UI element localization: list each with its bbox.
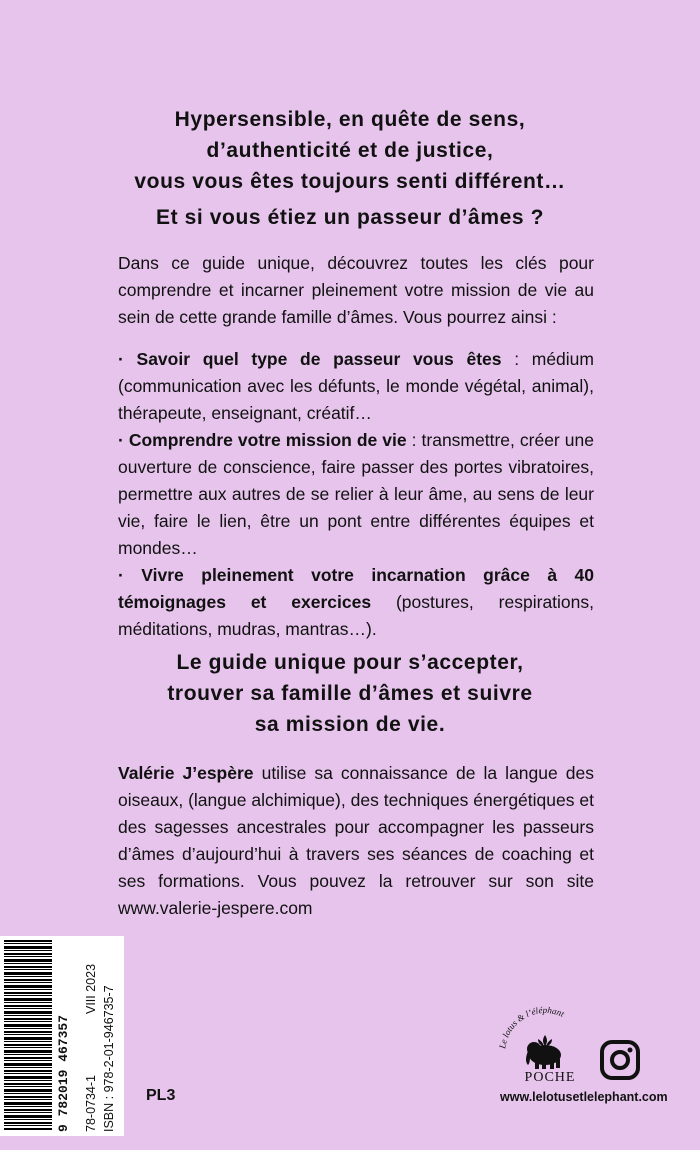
tagline [60,647,640,740]
bullet-marker: · [118,565,124,585]
tagline-line: sa mission de vie. [254,713,446,736]
poche-label: POCHE [524,1070,576,1085]
hook-line: Hypersensible, en quête de sens, [174,108,526,131]
author-name: Valérie J’espère [118,763,254,783]
bullet-item [118,346,594,427]
bullet-text: : médium (communication avec les défunts, le monde végétal, animal), thérapeute, enseignant, créatif… [118,349,594,423]
barcode-bars [4,940,52,1130]
price-code: PL3 [146,1087,176,1104]
bullet-title: Vivre pleinement votre incarnation grâce à 40 témoignages et exercices [118,565,594,612]
print-date: VIII 2023 [84,963,98,1014]
bullet-item [118,562,594,643]
hook-line: d’authenticité et de justice, [206,139,494,162]
tagline-line: Le guide unique pour s’accepter, [176,651,524,674]
logo-arc-text: Le lotus & l’éléphant [497,1005,566,1050]
hook-text [60,104,640,197]
bullet-text: : transmettre, créer une ouverture de conscience, faire passer des portes vibratoires, permettre aux autres de se relier à leur âme, au sens de leur vie, faire le lien, être un pont entre différentes équipes et mondes… [118,430,594,558]
elephant-shape [526,1042,561,1069]
bullet-marker: · [118,430,124,450]
author-bio-text: utilise sa connaissance de la langue des oiseaux, (langue alchimique), des techniques énergétiques et des sagesses ancestrales pour accompagner les passeurs d’âmes d’aujourd’hui à travers ses séances de coaching et ses formations. Vous pouvez la retrouver sur son site www.valerie-jespere.com [118,763,594,918]
question-heading: Et si vous étiez un passeur d’âmes ? [155,206,545,229]
bullet-title: Comprendre votre mission de vie [128,430,407,450]
tagline-line: trouver sa famille d’âmes et suivre [167,682,533,705]
bullet-marker: · [118,349,124,369]
barcode-digits: 9 782019 467357 [56,1014,71,1132]
instagram-icon[interactable] [600,1040,640,1080]
bullet-item [118,427,594,562]
internal-code-text: 78-0734-1 [84,1075,98,1132]
bullet-text: (postures, respirations, méditations, mudras, mantras…). [118,592,595,639]
bullet-list [118,346,594,643]
lotus-shape [538,1035,552,1046]
intro-paragraph: Dans ce guide unique, découvrez toutes les clés pour comprendre et incarner pleinement votre mission de vie au sein de cette grande famille d’âmes. Vous pourrez ainsi : [118,253,594,327]
publisher-website-link[interactable]: www.lelotusetlelephant.com [500,1090,668,1104]
internal-code [84,942,98,1132]
isbn: ISBN : 978-2-01-946735-7 [102,985,116,1132]
bullet-title: Savoir quel type de passeur vous êtes [136,349,502,369]
author-bio [118,760,594,922]
hook-line: vous vous êtes toujours senti différent… [134,170,566,193]
barcode-block [0,936,124,1136]
